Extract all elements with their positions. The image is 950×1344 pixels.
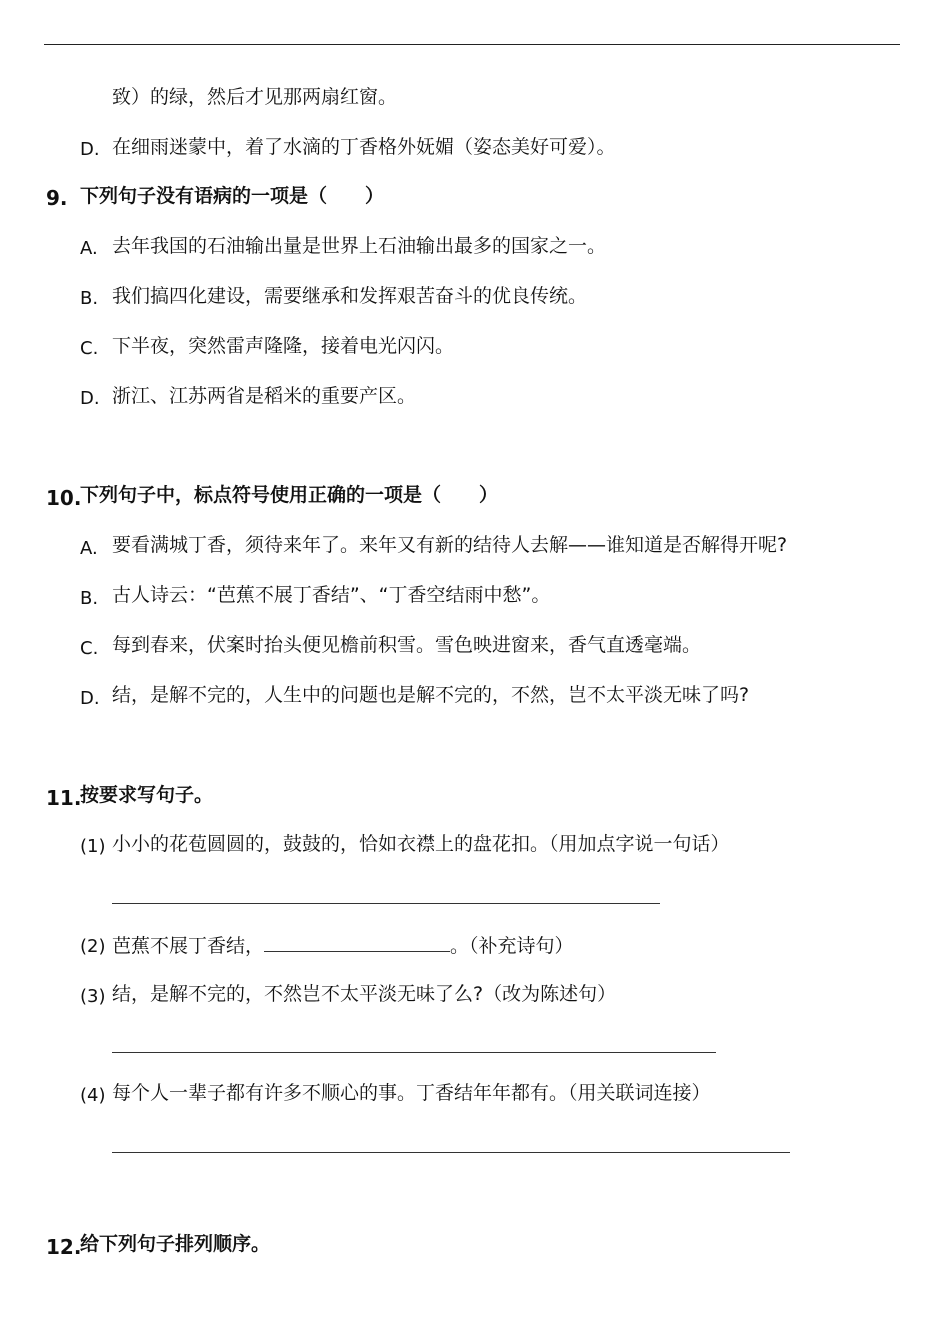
q9-b-text: 我们搞四化建设，需要继承和发挥艰苦奋斗的优良传统。 — [112, 285, 588, 307]
q10-a-text: 要看满城丁香，须待来年了。来年又有新的结待人去解——谁知道是否解得开呢? — [112, 534, 788, 556]
q9-d-text: 浙江、江苏两省是稻米的重要产区。 — [112, 385, 417, 407]
q8-d-text: 在细雨迷蒙中，着了水滴的丁香格外妩媚（姿态美好可爱）。 — [112, 136, 616, 158]
q11-3-label: (3) — [80, 986, 106, 1007]
q11-1-label: (1) — [80, 836, 106, 857]
q9-d-label: D. — [80, 388, 100, 409]
q10-b-text: 古人诗云：“芭蕉不展丁香结”、“丁香空结雨中愁”。 — [112, 584, 551, 606]
q11-3-text: 结，是解不完的，不然岂不太平淡无味了么?（改为陈述句） — [112, 983, 617, 1005]
q11-1-text: 小小的花苞圆圆的，鼓鼓的，恰如衣襟上的盘花扣。（用加点字说一句话） — [112, 833, 730, 855]
q9-c-text: 下半夜，突然雷声隆隆，接着电光闪闪。 — [112, 335, 455, 357]
q8-c-continuation: 致）的绿，然后才见那两扇红窗。 — [112, 86, 398, 108]
question-11-title: 按要求写句子。 — [80, 784, 214, 806]
q10-d-text: 结，是解不完的，人生中的问题也是解不完的，不然，岂不太平淡无味了吗? — [112, 684, 750, 706]
q10-a-label: A. — [80, 538, 98, 559]
q11-3-answer-line[interactable] — [112, 1052, 716, 1053]
question-12-number: 12. — [46, 1235, 82, 1259]
q9-b-label: B. — [80, 288, 99, 309]
q9-a-text: 去年我国的石油输出量是世界上石油输出最多的国家之一。 — [112, 235, 607, 257]
q11-4-answer-line[interactable] — [112, 1152, 790, 1153]
q10-c-text: 每到春来，伏案时抬头便见檐前积雪。雪色映进窗来，香气直透毫端。 — [112, 634, 702, 656]
q8-d-label: D. — [80, 139, 100, 160]
q10-b-label: B. — [80, 588, 99, 609]
q11-2-suffix: 。（补充诗句） — [450, 935, 574, 957]
q11-4-label: (4) — [80, 1085, 106, 1106]
q10-c-label: C. — [80, 638, 99, 659]
q10-d-label: D. — [80, 688, 100, 709]
q9-c-label: C. — [80, 338, 99, 359]
question-9-number: 9. — [46, 186, 68, 210]
q11-2-prefix: 芭蕉不展丁香结， — [112, 935, 265, 957]
q11-1-answer-line[interactable] — [112, 903, 660, 904]
question-11-number: 11. — [46, 786, 82, 810]
q11-4-text: 每个人一辈子都有许多不顺心的事。丁香结年年都有。（用关联词连接） — [112, 1082, 711, 1104]
question-10-number: 10. — [46, 486, 82, 510]
q11-2-answer-blank[interactable] — [264, 931, 450, 952]
q11-2-text — [112, 931, 574, 959]
q9-a-label: A. — [80, 238, 98, 259]
q11-2-label: (2) — [80, 936, 106, 957]
question-10-title: 下列句子中，标点符号使用正确的一项是（ ） — [80, 484, 499, 506]
question-12-title: 给下列句子排列顺序。 — [80, 1233, 271, 1255]
question-9-title: 下列句子没有语病的一项是（ ） — [80, 185, 385, 207]
header-rule — [44, 44, 900, 45]
